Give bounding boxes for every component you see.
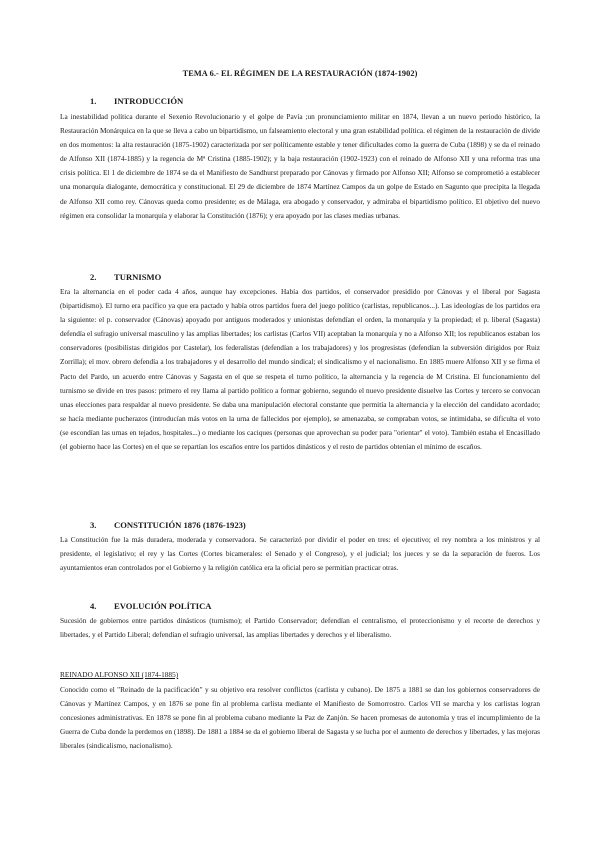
section-heading-introduccion (90, 96, 183, 106)
section-number: 3. (90, 520, 97, 530)
section-title: INTRODUCCIÓN (114, 96, 184, 106)
section-heading-evolucion-politica (90, 601, 211, 611)
section-title: EVOLUCIÓN POLÍTICA (114, 601, 212, 611)
section-paragraph-evolucion-politica: Sucesión de gobiernos entre partidos dinásticos (turnismo); el Partido Conservador; defendían el centralismo, el proteccionismo y el recorte de derechos y libertades, y el Partido Liberal; defendían el sufragio universal, las amplias libertades y derechos y el liberalismo. (60, 616, 540, 640)
subsection-heading-reinado-alfonso-xii: REINADO ALFONSO XII (1874-1885) (60, 670, 179, 679)
section-number: 2. (90, 272, 97, 282)
document-title: TEMA 6.- EL RÉGIMEN DE LA RESTAURACIÓN (1874-1902) (182, 69, 418, 78)
section-paragraph-constitucion: La Constitución fue la más duradera, moderada y conservadora. Se caracterizó por dividir el poder en tres: el ejecutivo; el rey nombra a los ministros y al presidente, el legislativo; el rey y las Cortes (Cortes bicamerales: el Senado y el Congreso), y el judicial; los jueces y se da la separación de fueros. Los ayuntamientos eran controlados por el Gobierno y la religión católica era la oficial pero se permitían practicar otras. (60, 535, 540, 573)
subsection-paragraph-reinado-alfonso-xii: Conocido como el "Reinado de la pacificación" y su objetivo era resolver conflictos (carlista y cubano). De 1875 a 1881 se dan los gobiernos conservadores de Cánovas y Martínez Campos, y en 1876 se pone fin al problema carlista mediante el Manifiesto de Somorrostro. Carlos VII se marcha y los carlistas logran concesiones administrativas. En 1878 se pone fin al problema cubano mediante la Paz de Zanjón. Se hacen promesas de autonomía y tras el incumplimiento de la Guerra de Cuba donde la perdemos en (1898). De 1881 a 1884 se da el gobierno liberal de Sagasta y se lucha por el aumento de derechos y libertades, y las mejoras liberales (sindicalismo, nacionalismo). (60, 685, 540, 751)
section-title: CONSTITUCIÓN 1876 (1876-1923) (114, 520, 246, 530)
section-title: TURNISMO (114, 272, 162, 282)
section-number: 1. (90, 96, 97, 106)
section-number: 4. (90, 601, 97, 611)
section-paragraph-introduccion: La inestabilidad política durante el Sexenio Revolucionario y el golpe de Pavía ;un pronunciamiento militar en 1874, llevan a un nuevo periodo histórico, la Restauración Monárquica en la que se lleva a cabo un bipartidismo, un falseamiento electoral y una gran estabilidad política. el régimen de la restauración de divide en dos momentos: la alta restauración (1875-1902) caracterizada por ser políticamente estable y tener dificultades como la guerra de Cuba (1898) y se da el reinado de Alfonso XII (1874-1885) y la regencia de Mª Cristina (1885-1902); y la baja restauración (1902-1923) con el reinado de Alfonso XII y una reforma tras una crisis política. El 1 de diciembre de 1874 se da el Manifiesto de Sandhurst preparado por Cánovas y firmado por Alfonso XII; Alfonso se comprometió a establecer una monarquía dialogante, democrática y constitucional. El 29 de diciembre de 1874 Martínez Campos da un golpe de Estado en Sagunto que precipita la llegada de Alfonso XII como rey. Cánovas queda como presidente; es de Málaga, era abogado y conservador, y admiraba el bipartidismo político. El objetivo del nuevo régimen era consolidar la monarquía y elaborar la Constitución (1876); y era apoyado por las clases medias urbanas. (60, 112, 540, 220)
section-paragraph-turnismo: Era la alternancia en el poder cada 4 años, aunque hay excepciones. Había dos partidos, el conservador presidido por Cánovas y el liberal por Sagasta (bipartidismo). El turno era pacífico ya que era pactado y había otros partidos fuera del juego político (carlistas, republicanos...). Las ideologías de los partidos era la siguiente: el p. conservador (Cánovas) apoyado por antiguos moderados y unionistas defendían el orden, la monarquía y la propiedad; el p. liberal (Sagasta) defendía el sufragio universal masculino y las amplias libertades; los carlistas (Carlos VII) aceptaban la monarquía y no a Alfonso XII; los republicanos estaban los conservadores (posibilistas dirigidos por Castelar), los federalistas (defendían a los trabajadores) y los progresistas (defendían la subversión dirigidos por Ruiz Zorrilla); el mov. obrero defendía a los trabajadores y el desarrollo del mundo sindical; el sindicalismo y el nacionalismo. En 1885 muere Alfonso XII y se firma el Pacto del Pardo, un acuerdo entre Cánovas y Sagasta en el que se respeta el turno político, la alternancia y la regencia de M Cristina. El funcionamiento del turnismo se divide en tres pasos: primero el rey llama al partido político a formar gobierno, segundo el nuevo presidente disuelve las Cortes y tercero se convocan unas elecciones para respaldar al nuevo presidente. Se daba una manipulación electoral constante que permitía la alternancia y la elección del candidato acordado; se hacía mediante pucherazos (introducían más votos en la urna de fallecidos por ejemplo), se amenazaba, se compraban votos, se intimidaba, se dificulta el voto (se escondían las urnas en tejados, hospitales...) o mediante los caciques (personas que aprovechan su poder para "orientar" el voto). También estaba el Encasillado (el gobierno hace las Cortes) en el que se repartían los escaños entre los partidos dinásticos y el resto de partidos obtenían el mínimo de escaños. (60, 287, 540, 452)
section-heading-constitucion (90, 520, 246, 530)
section-heading-turnismo (90, 272, 161, 282)
